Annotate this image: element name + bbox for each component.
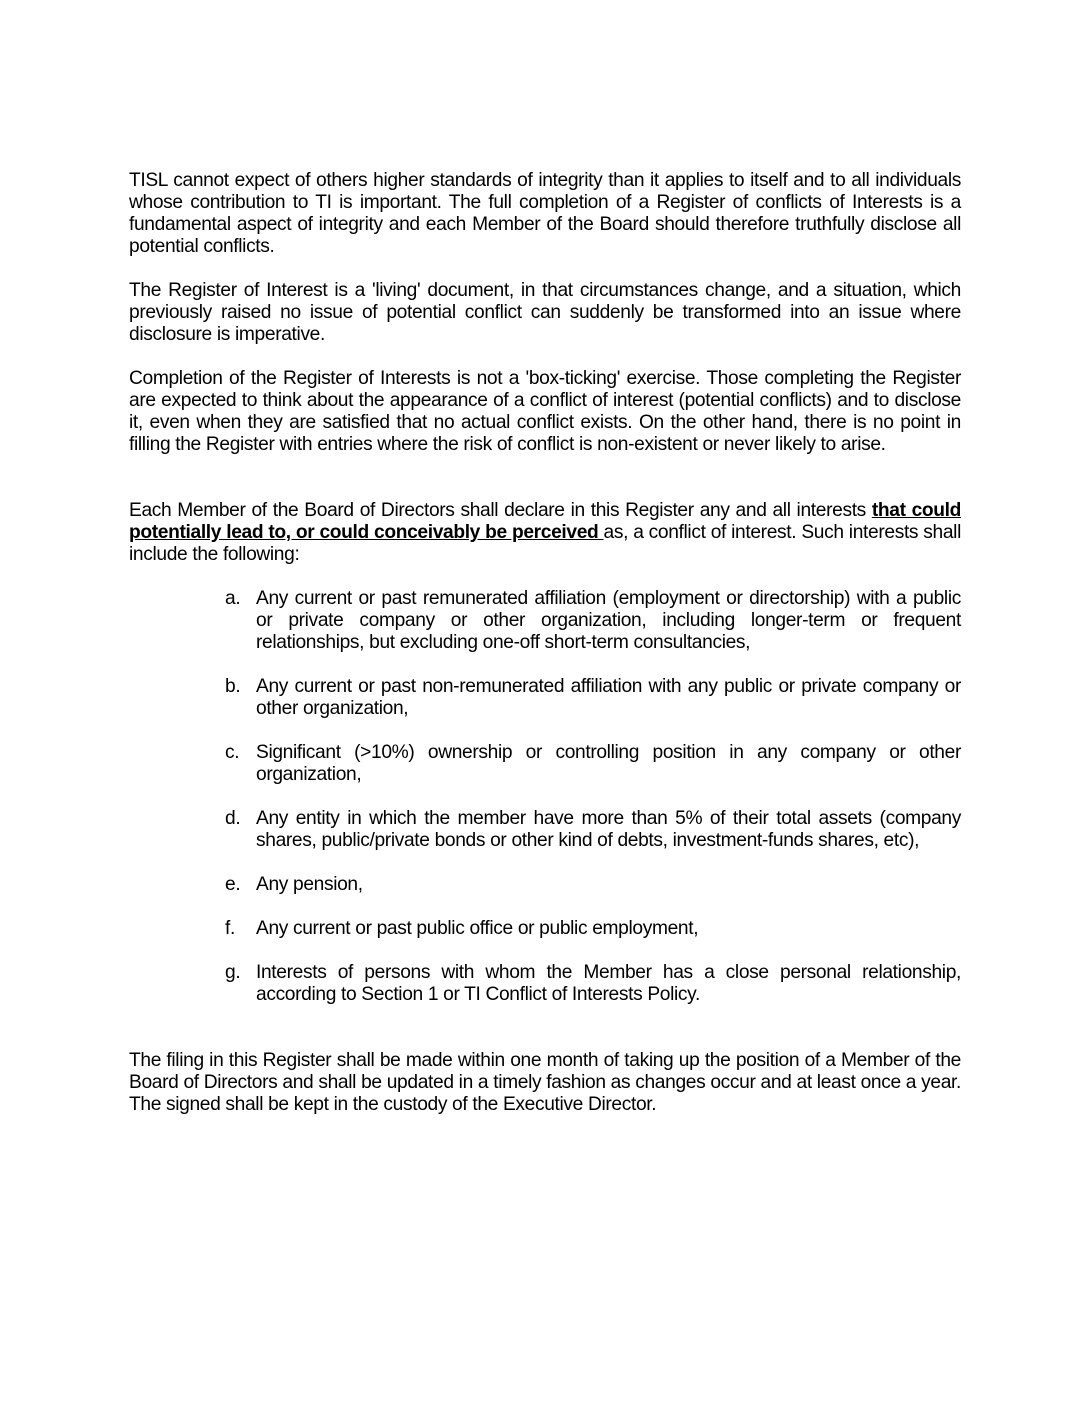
list-marker: e. bbox=[225, 874, 241, 895]
declaration-text-after: as, a conflict of interest. Such interests shall include the following: bbox=[129, 522, 962, 565]
list-item-text: Any current or past non-remunerated affiliation with any public or private company or other organization, bbox=[256, 676, 961, 719]
intro-paragraph: TISL cannot expect of others higher standards of integrity than it applies to itself and to all individuals whose contribution to TI is important. The full completion of a Register of conflicts of Interests is a fundamental aspect of integrity and each Member of the Board should therefore truthfully disclose all potential conflicts. bbox=[129, 170, 961, 257]
interest-list bbox=[129, 588, 961, 1006]
list-marker: a. bbox=[225, 588, 241, 609]
declaration-text-before: Each Member of the Board of Directors shall declare in this Register any and all interests bbox=[129, 500, 872, 521]
list-item-text: Significant (>10%) ownership or controlling position in any company or other organization, bbox=[256, 742, 961, 785]
list-item-text: Any current or past remunerated affiliation (employment or directorship) with a public or private company or other organization, including longer-term or frequent relationships, but excluding one-off short-term consultancies, bbox=[256, 588, 961, 653]
document-page bbox=[129, 170, 961, 1116]
list-item-text: Any pension, bbox=[256, 874, 363, 895]
declaration-paragraph bbox=[129, 500, 961, 566]
list-marker: d. bbox=[225, 808, 241, 829]
completion-paragraph: Completion of the Register of Interests is not a 'box-ticking' exercise. Those completing the Register are expected to think about the appearance of a conflict of interest (potential conflicts) and to disclose it, even when they are satisfied that no actual conflict exists. On the other hand, there is no point in filling the Register with entries where the risk of conflict is non-existent or never likely to arise. bbox=[129, 368, 961, 455]
list-marker: f. bbox=[225, 918, 235, 939]
list-item bbox=[225, 676, 961, 720]
living-document-paragraph: The Register of Interest is a 'living' document, in that circumstances change, and a situation, which previously raised no issue of potential conflict can suddenly be transformed into an issue where disclosure is imperative. bbox=[129, 280, 961, 345]
list-item bbox=[225, 918, 961, 940]
declaration-emphasis: that could potentially lead to, or could conceivably be perceived bbox=[129, 500, 962, 543]
list-marker: c. bbox=[225, 742, 240, 763]
list-item bbox=[225, 874, 961, 896]
list-item bbox=[225, 588, 961, 654]
list-item-text: Interests of persons with whom the Member has a close personal relationship, according to Section 1 or TI Conflict of Interests Policy. bbox=[256, 962, 961, 1005]
list-marker: b. bbox=[225, 676, 241, 697]
closing-paragraph: The filing in this Register shall be made within one month of taking up the position of a Member of the Board of Directors and shall be updated in a timely fashion as changes occur and at least once a year. The signed shall be kept in the custody of the Executive Director. bbox=[129, 1050, 961, 1115]
list-item bbox=[225, 808, 961, 852]
list-marker: g. bbox=[225, 962, 241, 983]
list-item bbox=[225, 742, 961, 786]
list-item-text: Any entity in which the member have more than 5% of their total assets (company shares, public/private bonds or other kind of debts, investment-funds shares, etc), bbox=[256, 808, 961, 851]
list-item-text: Any current or past public office or public employment, bbox=[256, 918, 699, 939]
list-item bbox=[225, 962, 961, 1006]
